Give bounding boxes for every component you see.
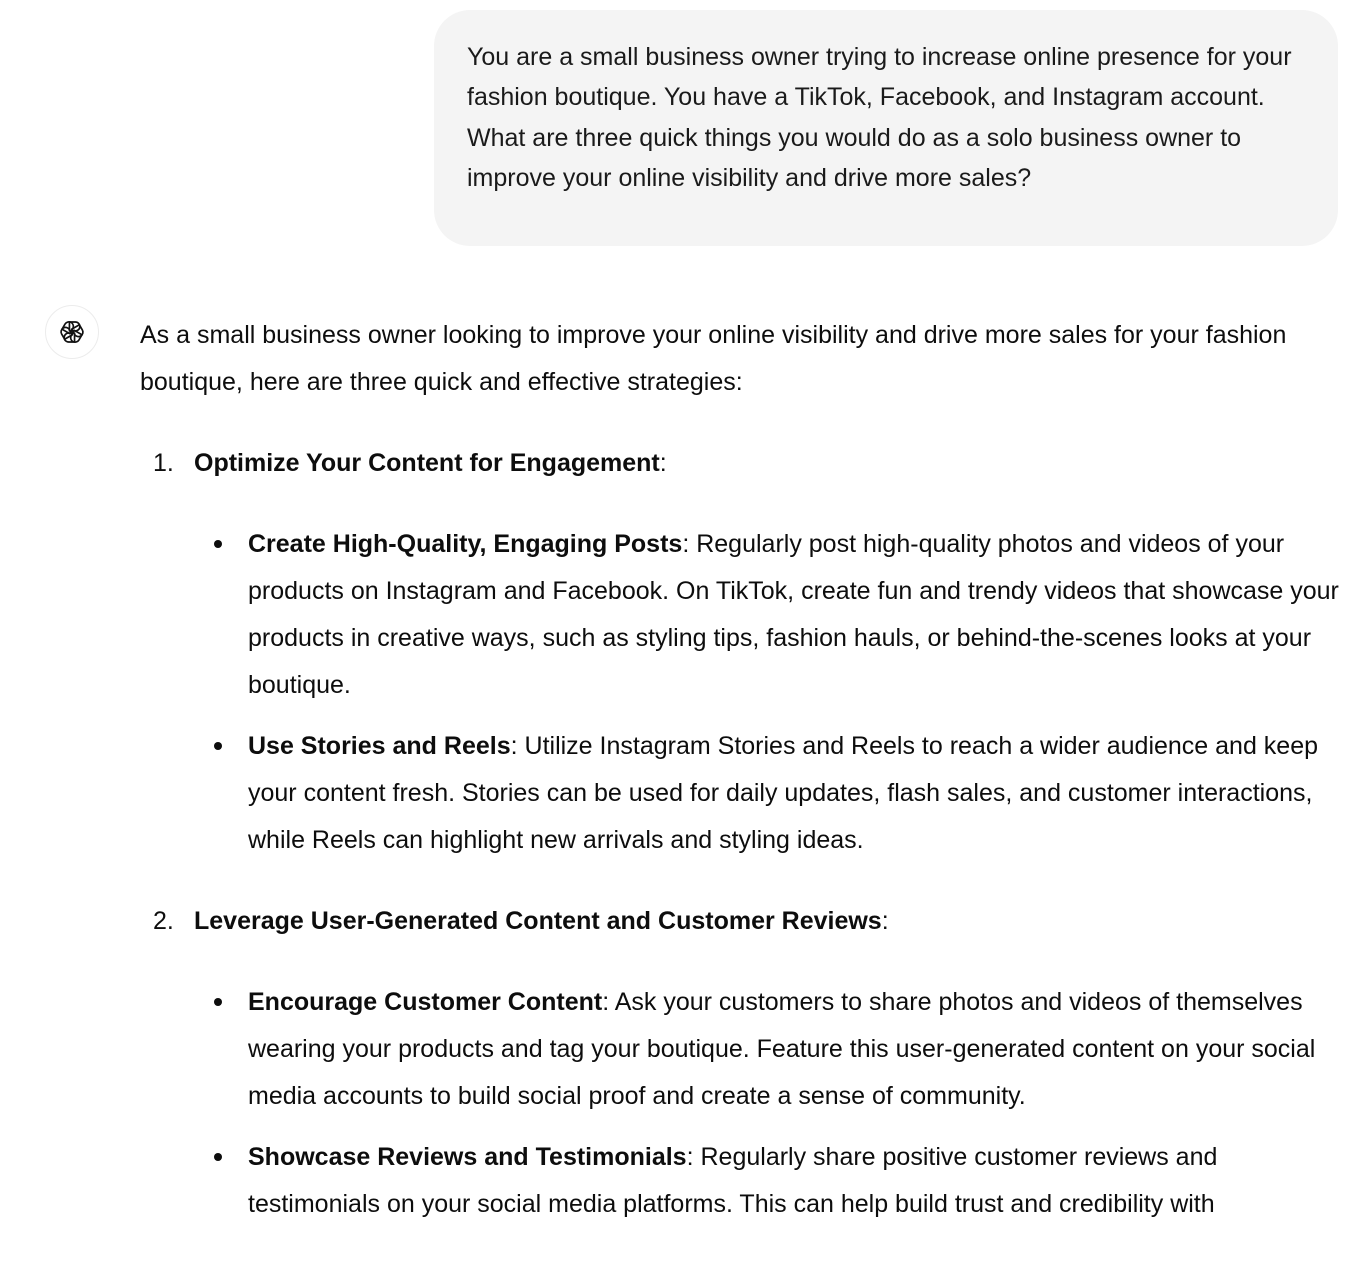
section-number: 1. — [153, 449, 174, 477]
section-heading — [194, 440, 1355, 487]
bullet-dot — [214, 1153, 222, 1161]
section-heading — [194, 898, 1355, 945]
bullet-list — [194, 521, 1355, 864]
assistant-avatar — [45, 305, 99, 359]
bullet-dot — [214, 998, 222, 1006]
user-message-text: You are a small business owner trying to increase online presence for your fashion boutique. You have a TikTok, Facebook, and Instagram account. What are three quick things you would do as a solo business owner to improve your online visibility and drive more sales? — [467, 43, 1292, 193]
openai-logo-icon — [56, 316, 88, 348]
section-title: Optimize Your Content for Engagement — [194, 449, 660, 477]
list-item — [194, 979, 1355, 1120]
section-number: 2. — [153, 907, 174, 935]
assistant-message — [140, 312, 1355, 1242]
bullet-dot — [214, 540, 222, 548]
user-message-bubble — [434, 10, 1338, 246]
bullet-separator: : — [686, 1143, 694, 1171]
list-item — [194, 723, 1355, 864]
bullet-dot — [214, 742, 222, 750]
list-item — [194, 1134, 1355, 1228]
section-title-suffix: : — [881, 907, 889, 935]
strategy-section-2 — [140, 898, 1355, 1228]
strategy-section-1 — [140, 440, 1355, 864]
bullet-title: Showcase Reviews and Testimonials — [248, 1143, 687, 1171]
bullet-text: Utilize Instagram Stories and Reels to reach a wider audience and keep your content fresh. Stories can be used for daily updates, flash sales, and customer interactions, while Reels can highlight new arrivals and styling ideas. — [248, 732, 1319, 854]
bullet-separator: : — [682, 530, 690, 558]
bullet-text: Regularly post high-quality photos and videos of your products on Instagram and Facebook. On TikTok, create fun and trendy videos that showcase your products in creative ways, such as styling tips, fashion hauls, or behind-the-scenes looks at your boutique. — [248, 530, 1339, 699]
section-title: Leverage User-Generated Content and Customer Reviews — [194, 907, 882, 935]
bullet-list — [194, 979, 1355, 1228]
bullet-title: Create High-Quality, Engaging Posts — [248, 530, 683, 558]
bullet-text: Regularly share positive customer reviews and testimonials on your social media platforms. This can help build trust and credibility with — [248, 1143, 1218, 1218]
section-title-suffix: : — [659, 449, 667, 477]
bullet-separator: : — [510, 732, 518, 760]
list-item — [194, 521, 1355, 709]
bullet-title: Use Stories and Reels — [248, 732, 511, 760]
assistant-intro: As a small business owner looking to improve your online visibility and drive more sales for your fashion boutique, here are three quick and effective strategies: — [140, 321, 1287, 396]
bullet-title: Encourage Customer Content — [248, 988, 603, 1016]
bullet-text: Ask your customers to share photos and videos of themselves wearing your products and tag your boutique. Feature this user-generated content on your social media accounts to build social proof and create a sense of community. — [248, 988, 1316, 1110]
bullet-separator: : — [602, 988, 610, 1016]
